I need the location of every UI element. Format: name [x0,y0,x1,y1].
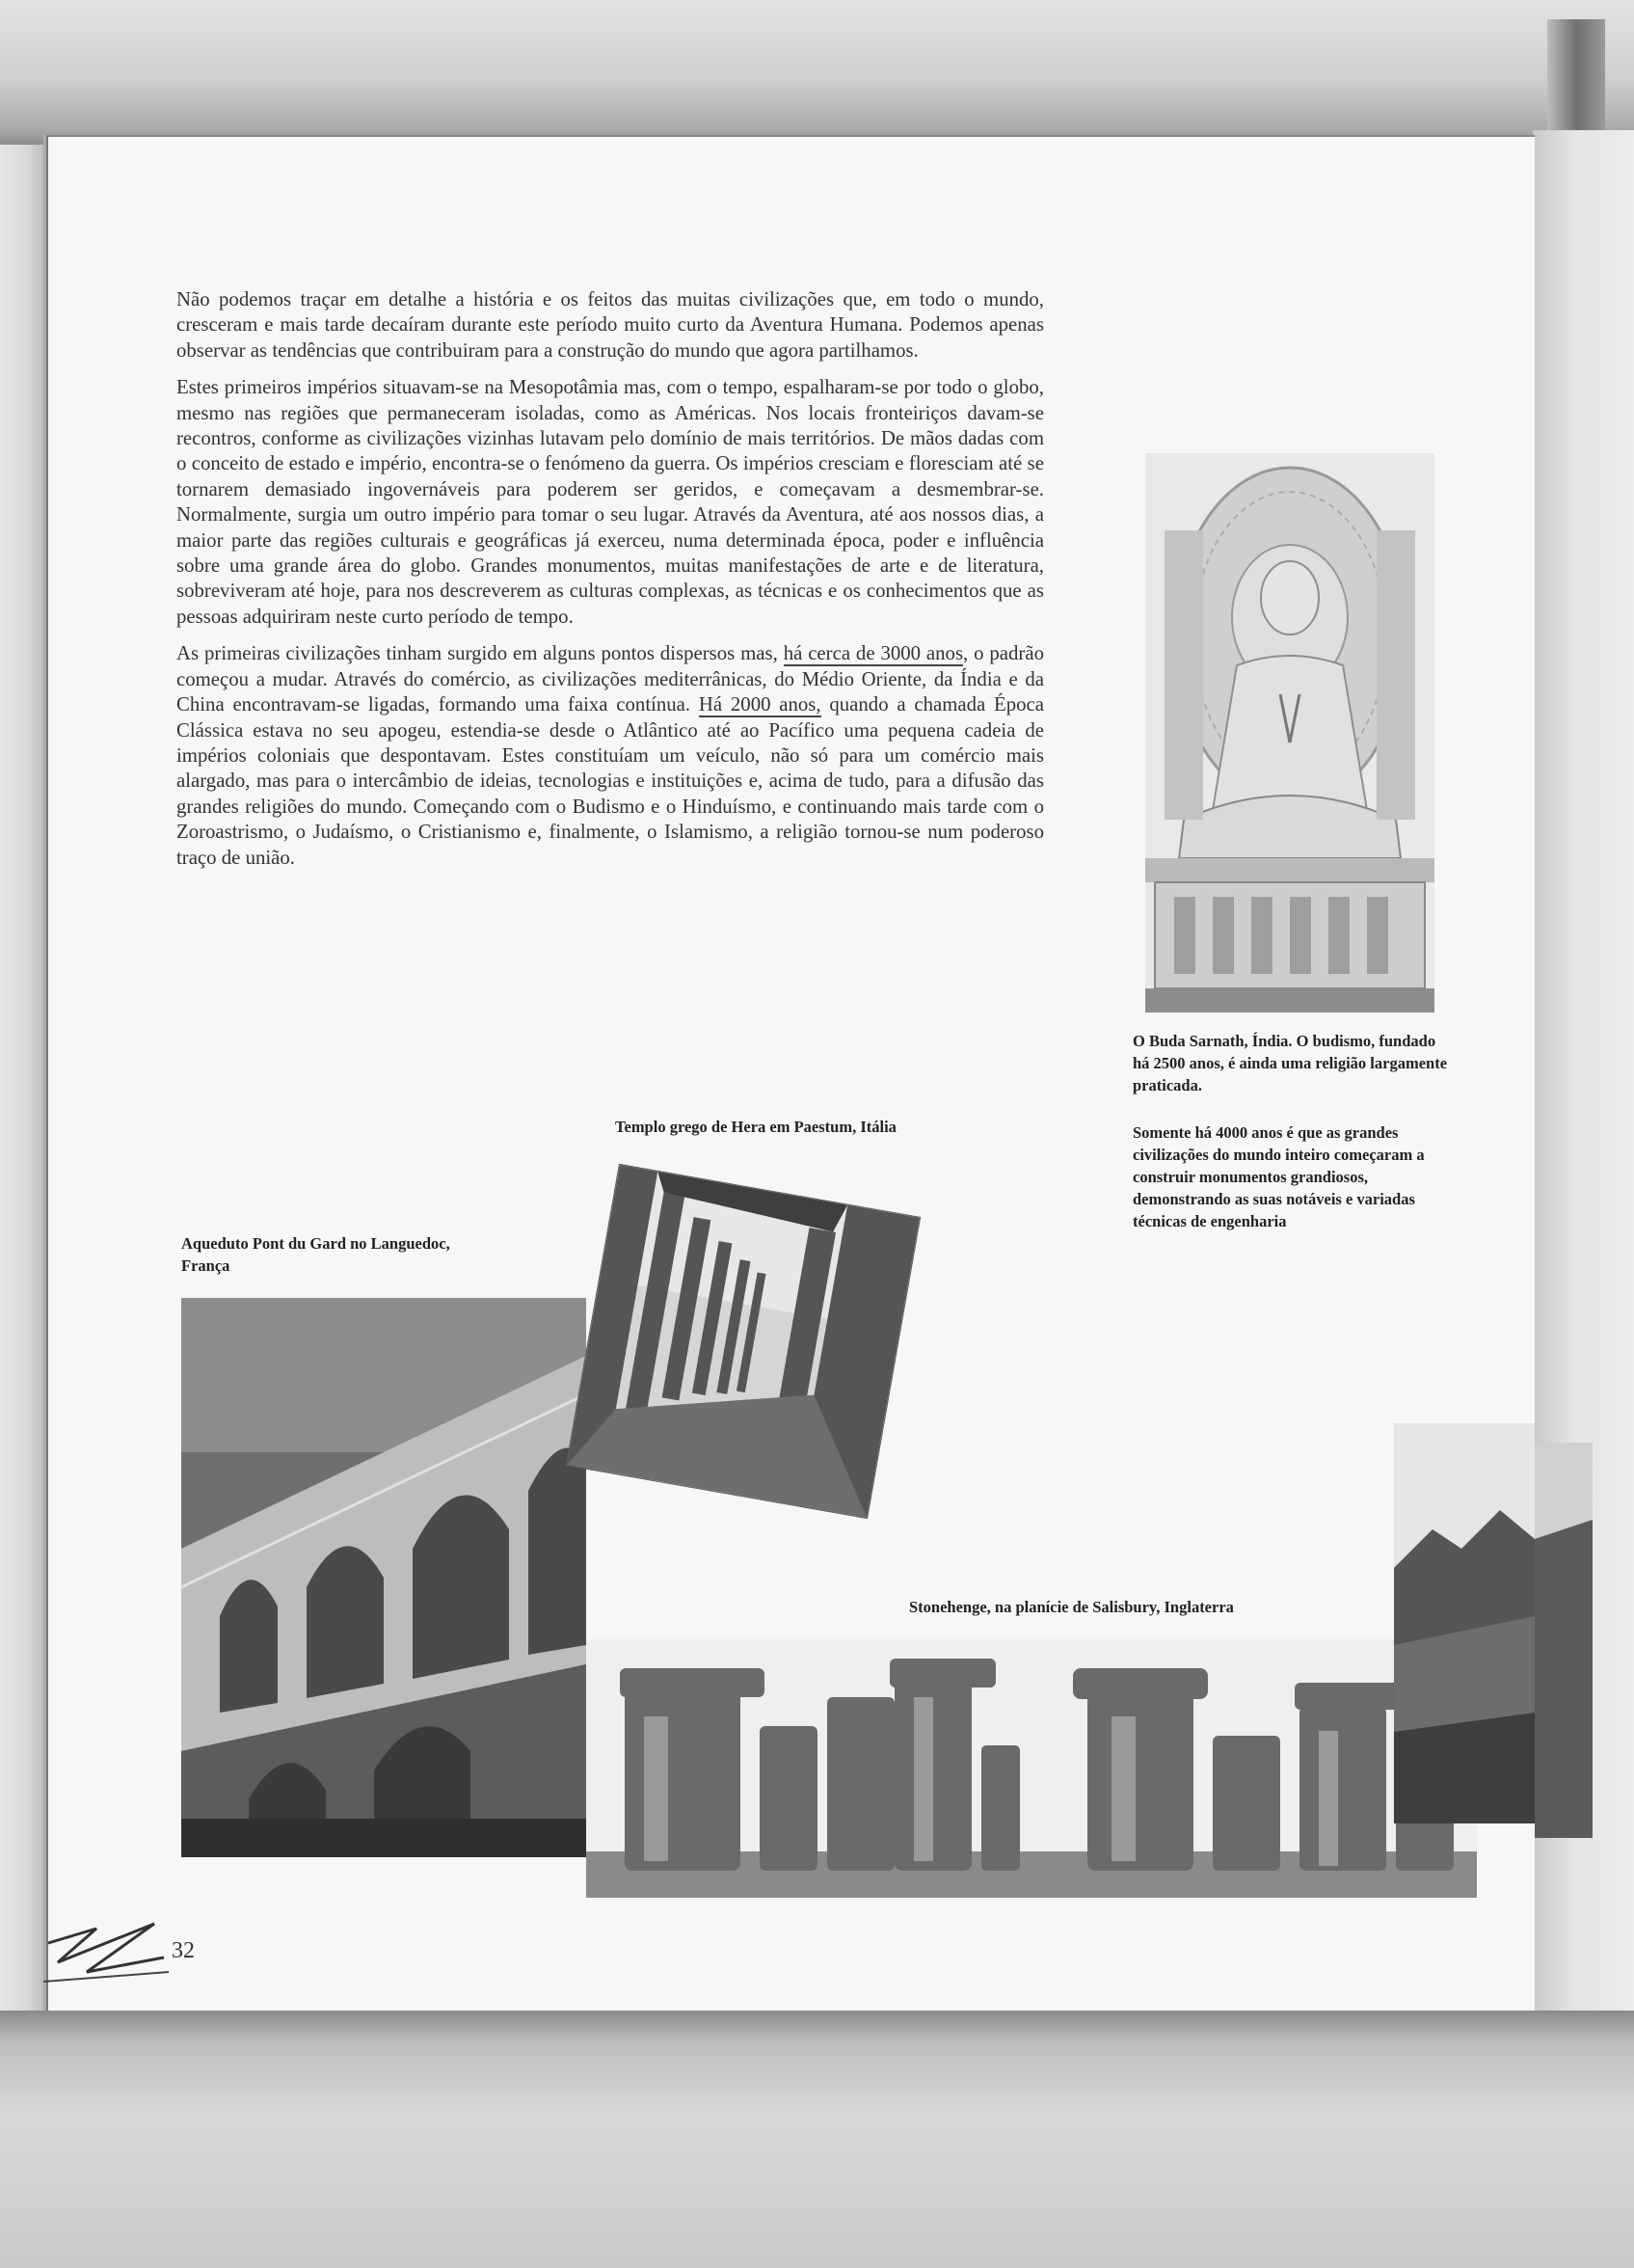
paragraph-3 [176,641,1044,871]
buddha-photo [1145,453,1434,1012]
caption-temple: Templo grego de Hera em Paestum, Itália [615,1118,897,1136]
underlined-phrase-3000-anos: há cerca de 3000 anos [783,642,964,665]
paragraph-3-part-1: As primeiras civilizações tinham surgido em alguns pontos dispersos mas, [176,642,784,665]
scan-shadow-top [0,0,1634,145]
scan-shadow-left [0,145,46,2011]
scan-shadow-top-right [1547,19,1605,145]
caption-monuments: Somente há 4000 anos é que as grandes civilizações do mundo inteiro começaram a construir monumentos grandiosos, demonstrando as suas notáveis e variadas técnicas de engenharia [1133,1123,1425,1230]
scan-shadow-bottom [0,2011,1634,2268]
temple-photo [566,1164,921,1519]
caption-stonehenge: Stonehenge, na planície de Salisbury, Inglaterra [909,1598,1234,1616]
paragraph-3-part-3: quando a chamada Época Clássica estava no seu apogeu, estendia-se desde o Atlântico até ao Pacífico uma pequena cadeia de impérios coloniais que despontavam. Estes constituíam um veículo, não só para um comércio mais alargado, mas para o intercâmbio de ideias, tecnologias e instituições e, acima de tudo, para a difusão das grandes religiões do mundo. Começando com o Budismo e o Hinduísmo, e continuando mais tarde com o Zoroastrismo, o Judaísmo, o Cristianismo e, finalmente, o Islamismo, a religião tornou-se num poderoso traço de união. [176,693,1045,869]
page-number: 32 [172,1938,195,1963]
paragraph-2: Estes primeiros impérios situavam-se na Mesopotâmia mas, com o tempo, espalharam-se por todo o globo, mesmo nas regiões que permaneceram isoladas, como as Américas. Nos locais fronteiriços davam-se recontros, conforme as civilizações vizinhas lutavam pelo domínio de mais territórios. De mãos dadas com o conceito de estado e império, encontra-se o fenómeno da guerra. Os impérios cresciam e floresciam até se tornarem demasiado ingovernáveis para poderem ser geridos, e começavam a desmembrar-se. Normalmente, surgia um outro império para tomar o seu lugar. Através da Aventura, até aos nossos dias, a maior parte das regiões culturais e geográficas já exerceu, numa determinada época, poder e influência sobre uma grande área do globo. Grandes monumentos, muitas manifestações de arte e de literatura, sobreviveram até hoje, para nos descreverem as culturas complexas, as técnicas e os conhecimentos que as pessoas adquiriram neste curto período de tempo. [176,376,1044,628]
body-text [176,287,1044,882]
landscape-photo-overflow [1535,1443,1593,1838]
paragraph-3-part-2: , o padrão começou a mudar. Através do comércio, as civilizações mediterrânicas, do Médio Oriente, da Índia e da China encontravam-se ligadas, formando uma faixa contínua. [176,642,1044,716]
aqueduct-photo [181,1298,586,1857]
caption-buddha: O Buda Sarnath, Índia. O budismo, fundado há 2500 anos, é ainda uma religião largamente praticada. [1133,1032,1448,1094]
caption-aqueduct: Aqueduto Pont du Gard no Languedoc, França [181,1234,450,1275]
paragraph-1: Não podemos traçar em detalhe a história e os feitos das muitas civilizações que, em todo o mundo, cresceram e mais tarde decaíram durante este período muito curto da Aventura Humana. Podemos apenas observar as tendências que contribuiram para a construção do mundo que agora partilhamos. [176,288,1044,362]
landscape-photo [1394,1423,1535,1823]
stonehenge-photo [586,1639,1477,1898]
handwritten-signature-mark [39,1904,174,1986]
underlined-phrase-2000-anos: Há 2000 anos, [698,693,821,716]
